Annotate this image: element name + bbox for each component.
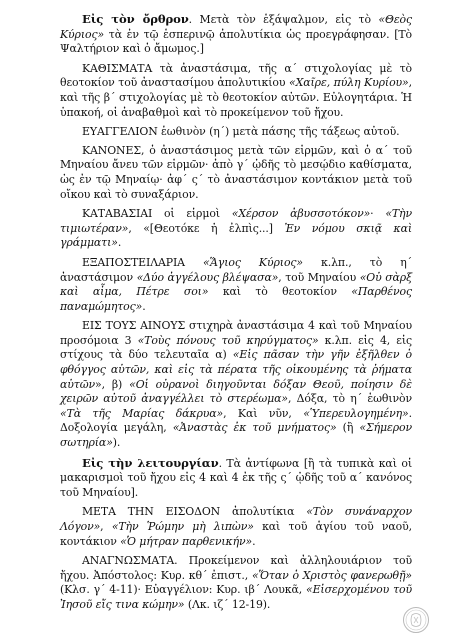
text-run: , τοῦ Μηναίου [278, 270, 360, 284]
text-run: τὰ ἐν τῷ ἑσπερινῷ ἀπολυτίκια ὡς προεγράφησαν. [Τὸ Ψαλτήριον καὶ ὁ ἄμωμος.] [60, 27, 412, 56]
text-run: (ἢ [336, 421, 360, 435]
paragraph-katavasiai [60, 207, 412, 251]
text-run: ΕΥΑΓΓΕΛΙΟΝ ἑωθινὸν (η´) μετὰ πάσης τῆς τάξεως αὐτοῦ. [82, 125, 400, 139]
paragraph-readings [60, 554, 412, 612]
quote-run: «Τοὺς πόνους τοῦ κηρύγματος» [137, 333, 319, 347]
quote-run: «Ὑπερευλογημένη» [303, 406, 409, 420]
paragraph-ainoi [60, 319, 412, 450]
quote-run: Ἐν νόμου σκιᾷ καὶ γράμματι» [60, 221, 412, 250]
quote-run: «Τὴν Ῥώμην μὴ λιπὼν» [111, 520, 254, 533]
text-run: , Καὶ νῦν, [223, 406, 304, 420]
text-run: . Μετὰ τὸν ἑξάψαλμον, εἰς τὸ [188, 13, 379, 26]
text-run: . [142, 299, 146, 313]
text-run: κ.λπ. εἰς 4, εἰς στίχους τὰ δύο τελευταῖα α) [60, 333, 412, 362]
quote-run: «Τὰ τῆς Μαρίας δάκρυα» [60, 406, 224, 420]
text-run: ΕΙΣ ΤΟΥΣ ΑΙΝΟΥΣ στιχηρὰ ἀναστάσιμα 4 καὶ τοῦ Μηναίου προσόμοια 3 [60, 319, 412, 347]
quote-run: «Δύο ἀγγέλους βλέψασα» [136, 270, 279, 284]
document-page [60, 12, 412, 618]
quote-run: «Οὐ σὰρξ καὶ αἷμα, Πέτρε σοι» [60, 270, 412, 299]
quote-run: «Παρθένος παναμώμητος» [60, 285, 412, 313]
text-run: ΕΞΑΠΟΣΤΕΙΛΑΡΙΑ [82, 255, 204, 269]
text-run: . Τὰ ἀντίφωνα [ἢ τὰ τυπικὰ καὶ οἱ μακαρισμοὶ τοῦ ἤχου εἰς 4 καὶ 4 ἐκ τῆς ς´ ᾠδῆς τοῦ α´ κανόνος τοῦ Μηναίου]. [60, 456, 412, 499]
quote-run: «Ἅγιος Κύριος» [203, 255, 303, 269]
paragraph-orthros [60, 12, 412, 57]
quote-run: «Τὸν συνάναρχον Λόγον» [60, 505, 412, 533]
section-heading-orthros: Εἰς τὸν ὄρθρον [82, 12, 189, 26]
circular-seal-ornament-icon [402, 606, 430, 634]
text-run: , καὶ τῆς β´ στιχολογίας μὲ τὸ θεοτοκίον αὐτῶν. Εὐλογητάρια. Ἡ ὑπακοή, οἱ ἀναβαθμοὶ καὶ τὸ προκείμενον τοῦ ἤχου. [60, 76, 412, 119]
text-run: ΚΑΝΟΝΕΣ, ὁ ἀναστάσιμος μετὰ τῶν εἱρμῶν, καὶ ὁ α´ τοῦ Μηναίου ἄνευ τῶν εἱρμῶν· ἀπὸ γ´ ᾠδῆς τὸ μεσῴδιο καθίσματα, ὡς ἐν τῷ Μηναίῳ· ἀφ´ ς´ τὸ ἀναστάσιμον κοντάκιον μετὰ τοῦ οἴκου καὶ τὸ συναξάριον. [60, 143, 412, 201]
paragraph-exaposteilaria [60, 256, 412, 314]
section-heading-liturgy: Εἰς τὴν λειτουργίαν [82, 455, 219, 470]
text-run: ΜΕΤΑ ΤΗΝ ΕΙΣΟΔΟΝ ἀπολυτίκια [82, 505, 307, 519]
text-run: , «[Θεοτόκε ἡ ἐλπὶς...] [128, 221, 285, 235]
quote-run: «Χαῖρε, πύλη Κυρίου» [289, 76, 409, 90]
quote-run: «Οἱ οὐρανοὶ διηγοῦνται δόξαν Θεοῦ, ποίησιν δὲ χειρῶν αὐτοῦ ἀναγγέλλει τὸ στερέωμα» [60, 377, 412, 406]
text-run: ΚΑΘΙΣΜΑΤΑ τὰ ἀναστάσιμα, τῆς α´ στιχολογίας μὲ τὸ θεοτοκίον τοῦ ἀναστασίμου ἀπολυτικίου [60, 61, 412, 90]
text-run: , Δόξα, τὸ η´ ἑωθινὸν [287, 392, 412, 406]
quote-run: «Τὴν τιμιωτέραν» [60, 207, 412, 235]
quote-run: , καὶ εἰς τὰ πέρατα τῆς οἰκουμένης τὰ ῥήματα αὐτῶν [60, 363, 412, 391]
quote-run: «Σήμερον σωτηρία» [60, 421, 412, 450]
paragraph-liturgy [60, 456, 412, 501]
quote-run: «Ἀναστὰς ἐκ τοῦ μνήματος» [172, 421, 337, 435]
quote-run: «Εἰς πᾶσαν τὴν γῆν ἐξῆλθεν ὁ φθόγγος αὐτῶν [60, 348, 412, 377]
text-run: », β) [95, 377, 130, 391]
paragraph-entrance [60, 505, 412, 549]
text-run: . [117, 236, 122, 250]
paragraph-gospel [60, 125, 412, 140]
text-run: καὶ τὸ θεοτοκίον [208, 285, 352, 299]
text-run: . [252, 534, 256, 548]
text-run: ΑΝΑΓΝΩΣΜΑΤΑ. Προκείμενον καὶ ἀλληλουιάριον τοῦ ἤχου. Ἀπόστολος: Κυρ. κθ´ ἐπιστ., [60, 554, 412, 582]
quote-run: «Θεὸς Κύριος» [60, 13, 413, 41]
quote-run: «Ὅταν ὁ Χριστὸς φανερωθῇ» [251, 568, 412, 582]
text-run: ). [112, 436, 121, 450]
quote-run: «Χέρσον ἀβυσσοτόκον» [231, 207, 371, 221]
paragraph-kathismata [60, 62, 412, 120]
text-run: καὶ τοῦ ἁγίου τοῦ ναοῦ, κοντάκιον [60, 520, 412, 548]
paragraph-canons [60, 144, 412, 202]
text-run: · [370, 207, 386, 221]
text-run: ΚΑΤΑΒΑΣΙΑΙ οἱ εἱρμοὶ [82, 207, 232, 221]
text-run: (Λκ. ιζ´ 12-19). [184, 597, 271, 611]
quote-run: «Ὁ μήτραν παρθενικήν» [120, 534, 253, 548]
text-run: (Κλσ. γ´ 4-11)· Εὐαγγέλιον: Κυρ. ιβ´ Λουκᾶ, [60, 583, 307, 597]
text-run: . Δοξολογία μεγάλη, [60, 406, 412, 435]
quote-run: «Εἰσερχομένου τοῦ Ἰησοῦ εἴς τινα κώμην» [60, 583, 412, 611]
text-run: κ.λπ., τὸ η´ ἀναστάσιμον [60, 255, 412, 284]
text-run: , [100, 520, 112, 533]
